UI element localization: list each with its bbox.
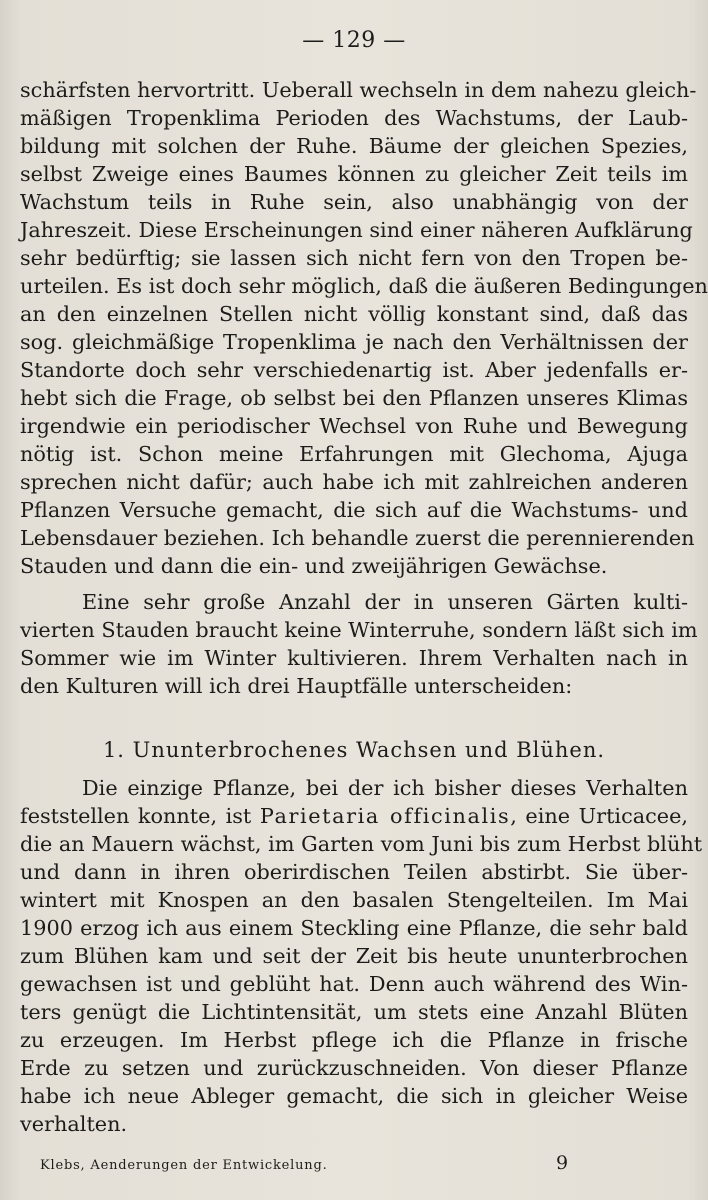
- paragraph-1-line-16: Pflanzen Versuche gemacht, die sich auf die Wachstums- und: [20, 498, 688, 522]
- paragraph-1-line-3: bildung mit solchen der Ruhe. Bäume der gleichen Spezies,: [20, 134, 688, 158]
- paragraph-3-line-5: wintert mit Knospen an den basalen Stengelteilen. Im Mai: [20, 888, 688, 912]
- paragraph-2-line-3: Sommer wie im Winter kultivieren. Ihrem Verhalten nach in: [20, 646, 688, 670]
- paragraph-2-line-4: den Kulturen will ich drei Hauptfälle unterscheiden:: [20, 674, 573, 698]
- page-number: — 129 —: [302, 28, 406, 53]
- paragraph-3-line-9: ters genügt die Lichtintensität, um stets eine Anzahl Blüten: [20, 1000, 688, 1024]
- paragraph-1-line-14: nötig ist. Schon meine Erfahrungen mit Glechoma, Ajuga: [20, 442, 688, 466]
- paragraph-1-line-9: an den einzelnen Stellen nicht völlig konstant sind, daß das: [20, 302, 688, 326]
- paragraph-1-line-6: Jahreszeit. Diese Erscheinungen sind einer näheren Aufklärung: [20, 218, 693, 242]
- paragraph-1-line-11: Standorte doch sehr verschiedenartig ist. Aber jedenfalls er-: [20, 358, 688, 382]
- paragraph-3-line-7: zum Blühen kam und seit der Zeit bis heute ununterbrochen: [20, 944, 688, 968]
- paragraph-1-line-17: Lebensdauer beziehen. Ich behandle zuerst die perennierenden: [20, 526, 695, 550]
- section-heading: 1. Ununterbrochenes Wachsen und Blühen.: [102, 738, 606, 762]
- paragraph-1-line-10: sog. gleichmäßige Tropenklima je nach den Verhältnissen der: [20, 330, 688, 354]
- printer-signature: Klebs, Aenderungen der Entwickelung.: [40, 1158, 328, 1173]
- paragraph-1-line-18: Stauden und dann die ein- und zweijährigen Gewächse.: [20, 554, 608, 578]
- paragraph-3-line-2: [20, 802, 688, 830]
- paragraph-3-line-11: Erde zu setzen und zurückzuschneiden. Von dieser Pflanze: [20, 1056, 688, 1080]
- paragraph-3-line-12: habe ich neue Ableger gemacht, die sich in gleicher Weise: [20, 1084, 688, 1108]
- paragraph-3-line-4: und dann in ihren oberirdischen Teilen abstirbt. Sie über-: [20, 860, 688, 884]
- paragraph-3-line-8: gewachsen ist und geblüht hat. Denn auch während des Win-: [20, 972, 688, 996]
- paragraph-3-line-10: zu erzeugen. Im Herbst pflege ich die Pflanze in frische: [20, 1028, 688, 1052]
- paragraph-1-line-1: schärfsten hervortritt. Ueberall wechseln in dem nahezu gleich-: [20, 78, 697, 102]
- paragraph-3-line-2-text-b: , eine Urticacee,: [510, 804, 688, 828]
- paragraph-3-line-3: die an Mauern wächst, im Garten vom Juni bis zum Herbst blüht: [20, 832, 703, 856]
- paragraph-3-line-2-text-a: feststellen konnte, ist: [20, 804, 260, 828]
- paragraph-1-line-5: Wachstum teils in Ruhe sein, also unabhängig von der: [20, 190, 688, 214]
- paragraph-1-line-12: hebt sich die Frage, ob selbst bei den Pflanzen unseres Klimas: [20, 386, 688, 410]
- paragraph-1-line-2: mäßigen Tropenklima Perioden des Wachstums, der Laub-: [20, 106, 688, 130]
- paragraph-1-line-8: urteilen. Es ist doch sehr möglich, daß die äußeren Bedingungen: [20, 274, 708, 298]
- paragraph-3-line-13: verhalten.: [20, 1112, 128, 1136]
- paragraph-1-line-15: sprechen nicht dafür; auch habe ich mit zahlreichen anderen: [20, 470, 688, 494]
- sheet-number: 9: [556, 1152, 569, 1174]
- species-name: Parietaria officinalis: [259, 804, 511, 828]
- paragraph-2-line-2: vierten Stauden braucht keine Winterruhe, sondern läßt sich im: [20, 618, 698, 642]
- paragraph-3-line-1: Die einzige Pflanze, bei der ich bisher dieses Verhalten: [82, 776, 688, 800]
- paragraph-1-line-4: selbst Zweige eines Baumes können zu gleicher Zeit teils im: [20, 162, 688, 186]
- paragraph-1-line-13: irgendwie ein periodischer Wechsel von Ruhe und Bewegung: [20, 414, 688, 438]
- paragraph-3-line-6: 1900 erzog ich aus einem Steckling eine Pflanze, die sehr bald: [20, 916, 688, 940]
- paragraph-2-line-1: Eine sehr große Anzahl der in unseren Gärten kulti-: [82, 590, 688, 614]
- paragraph-1-line-7: sehr bedürftig; sie lassen sich nicht fern von den Tropen be-: [20, 246, 688, 270]
